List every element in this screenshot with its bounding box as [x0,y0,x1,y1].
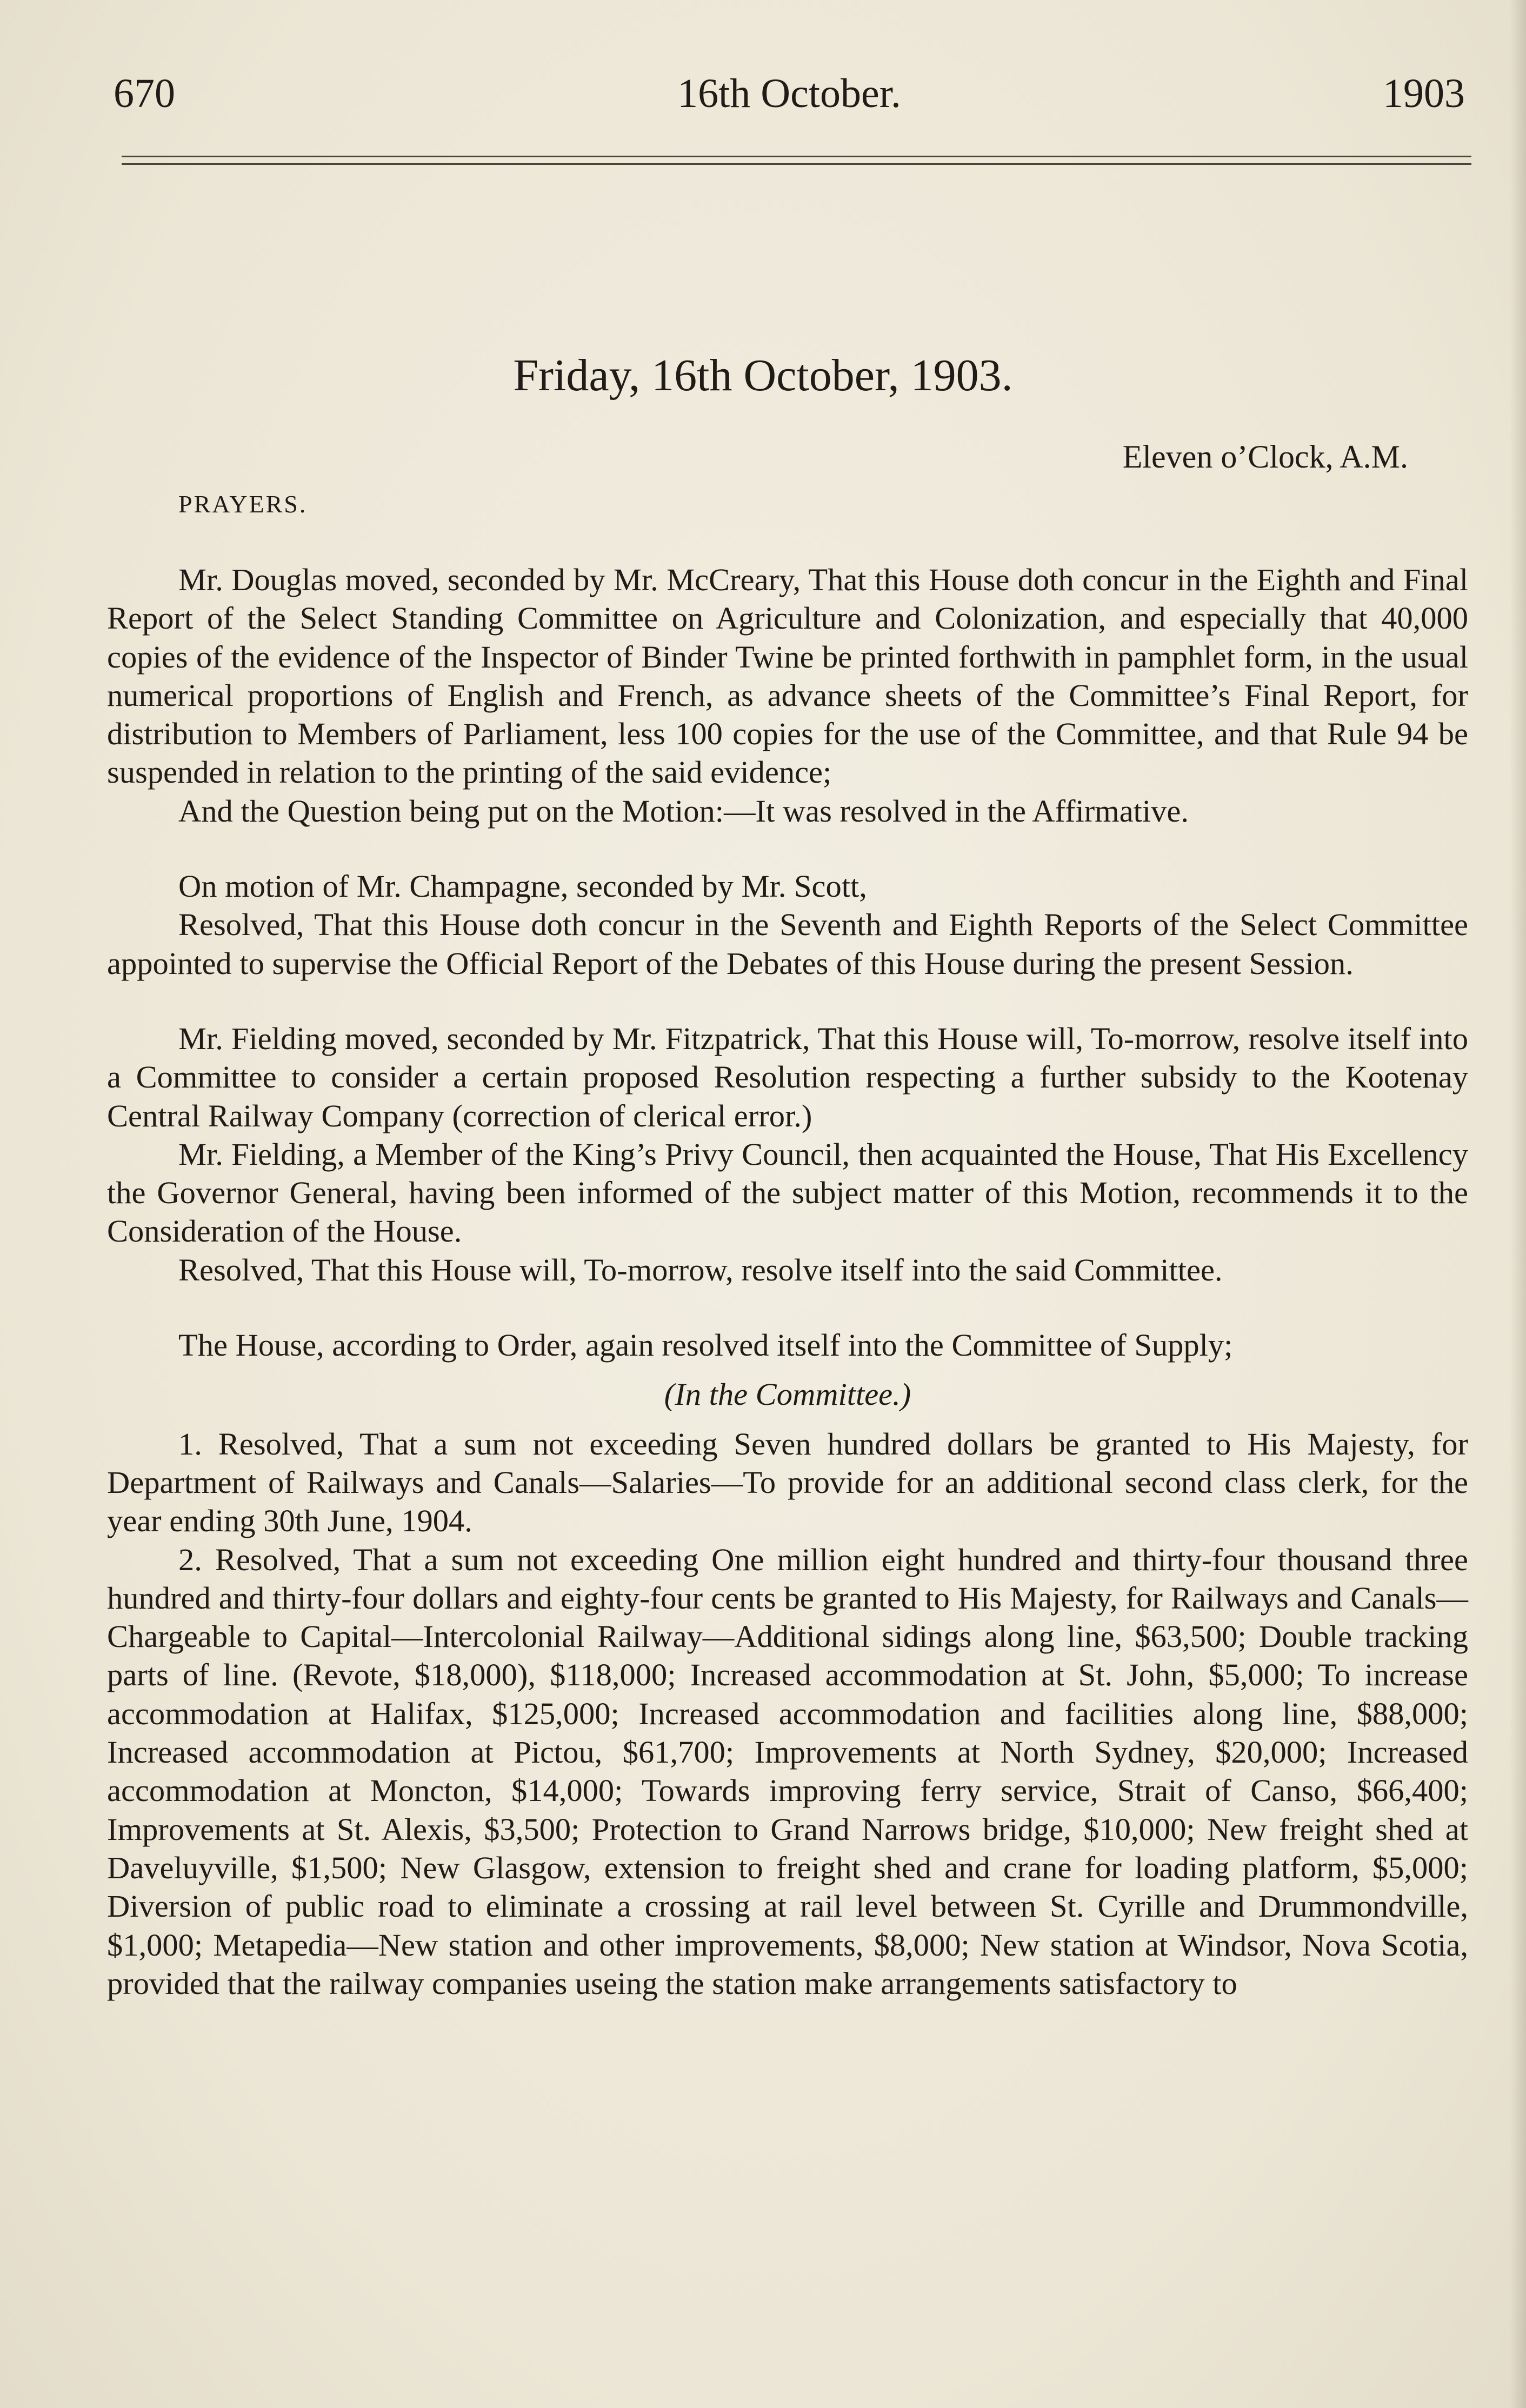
paragraph-fielding-motion: Mr. Fielding moved, seconded by Mr. Fitzpatrick, That this House will, To-morrow, resolve itself into a Committee to consider a certain proposed Resolution respecting a further subsidy to the Kootenay Central Railway Company (correction of clerical error.) [107,1020,1468,1133]
running-head [114,69,1465,118]
paragraph-douglas-motion: Mr. Douglas moved, seconded by Mr. McCreary, That this House doth concur in the Eighth and Final Report of the Select Standing Committee on Agriculture and Colonization, and especially that 40,000 copies of the evidence of the Inspector of Binder Twine be printed forthwith in pamphlet form, in the usual numerical proportions of English and French, as advance sheets of the Committee’s Final Report, for distribution to Members of Parliament, less 100 copies for the use of the Committee, and that Rule 94 be suspended in relation to the printing of the said evidence; [107,562,1468,790]
sitting-time: Eleven o’Clock, A.M. [1122,439,1408,475]
in-committee-heading: (In the Committee.) [664,1377,911,1412]
prayers-heading: PRAYERS. [178,490,308,518]
paragraph-champagne-motion: On motion of Mr. Champagne, seconded by Mr. Scott, [178,869,867,904]
paragraph-gap [107,1364,1468,1375]
paragraph-committee-of-supply: The House, according to Order, again resolved itself into the Committee of Supply; [178,1328,1233,1363]
paragraph-gap [107,830,1468,867]
paragraph-gap [107,1414,1468,1425]
paragraph-debates-resolution: Resolved, That this House doth concur in the Seventh and Eighth Reports of the Select Committee appointed to supervise the Official Report of the Debates of this House during the present Session. [107,907,1468,981]
resolution-1: 1. Resolved, That a sum not exceeding Seven hundred dollars be granted to His Majesty, for Department of Railways and Canals—Salaries—To provide for an additional second class clerk, for the year ending 30th June, 1904. [107,1426,1468,1539]
sitting-title: Friday, 16th October, 1903. [513,350,1013,401]
paragraph-question-resolved: And the Question being put on the Motion:—It was resolved in the Affirmative. [178,793,1189,829]
header-rule-bottom [122,163,1471,165]
journal-body [107,561,1468,2003]
header-rule-top [122,156,1471,157]
paragraph-gap [107,1289,1468,1326]
header-year: 1903 [1383,71,1465,116]
paragraph-gap [107,983,1468,1019]
header-date: 16th October. [677,71,901,116]
paragraph-committee-resolution: Resolved, That this House will, To-morrow, resolve itself into the said Committee. [178,1252,1223,1288]
resolution-2: 2. Resolved, That a sum not exceeding One million eight hundred and thirty-four thousand three hundred and thirty-four dollars and eighty-four cents be granted to His Majesty, for Railways and Canals—Chargeable to Capital—Intercolonial Railway—Additional sidings along line, $63,500; Double tracking parts of line. (Revote, $18,000), $118,000; Increased accommodation at St. John, $5,000; To increase accommodation at Halifax, $125,000; Increased accommodation and facilities along line, $88,000; Increased accommodation at Pictou, $61,700; Improvements at North Sydney, $20,000; Increased accommodation at Moncton, $14,000; Towards improving ferry service, Strait of Canso, $66,400; Improvements at St. Alexis, $3,500; Protection to Grand Narrows bridge, $10,000; New freight shed at Daveluyville, $1,500; New Glasgow, extension to freight shed and crane for loading platform, $5,000; Diversion of public road to eliminate a crossing at rail level between St. Cyrille and Drummondville, $1,000; Metapedia—New station and other improvements, $8,000; New station at Windsor, Nova Scotia, provided that the railway companies useing the station make arrangements satisfactory to [107,1542,1468,2001]
page-number: 670 [114,71,175,116]
paragraph-governor-recommendation: Mr. Fielding, a Member of the King’s Privy Council, then acquainted the House, That His Excellency the Governor General, having been informed of the subject matter of this Motion, recommends it to the Consideration of the House. [107,1136,1468,1249]
